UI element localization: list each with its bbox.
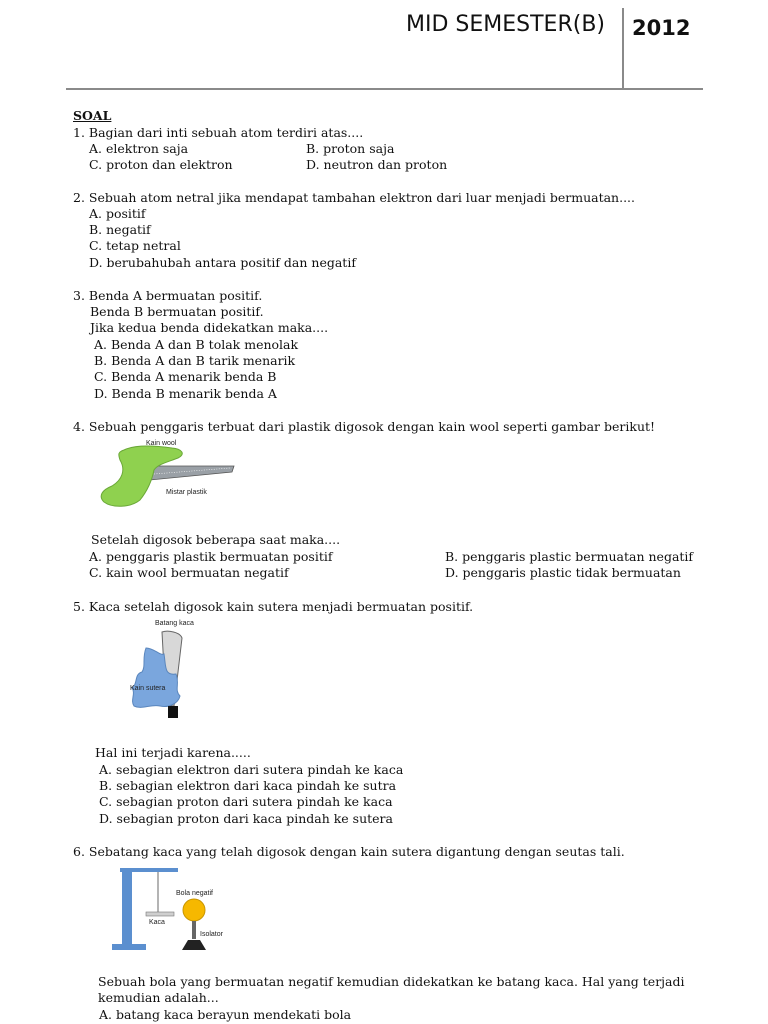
q3-stem-line3: Jika kedua benda didekatkan maka.... (90, 320, 329, 335)
q4-option-a: A. penggaris plastik bermuatan positif (89, 549, 333, 564)
q4-option-c: C. kain wool bermuatan negatif (89, 565, 289, 580)
stand-base (112, 944, 146, 950)
q6-prompt-line2: kemudian adalah... (98, 990, 219, 1005)
q1-option-b: B. proton saja (306, 141, 395, 156)
q5-option-d: D. sebagian proton dari kaca pindah ke sutera (99, 811, 393, 826)
rod-handle (168, 706, 178, 718)
document-year: 2012 (632, 16, 691, 40)
q1-option-c: C. proton dan elektron (89, 157, 233, 172)
stand-pole (122, 868, 132, 946)
document-title: MID SEMESTER(B) (406, 12, 605, 37)
q6-option-a: A. batang kaca berayun mendekati bola (99, 1007, 352, 1022)
q4-prompt: Setelah digosok beberapa saat maka.... (91, 532, 341, 547)
q2-stem: 2. Sebuah atom netral jika mendapat tambahan elektron dari luar menjadi bermuatan.... (73, 190, 635, 205)
q3-option-c: C. Benda A menarik benda B (94, 369, 277, 384)
q3-option-d: D. Benda B menarik benda A (94, 386, 277, 401)
fig-label-isolator: Isolator (200, 931, 223, 938)
q3-option-b: B. Benda A dan B tarik menarik (94, 353, 296, 368)
q4-figure-wool-ruler (96, 436, 238, 512)
q5-option-b: B. sebagian elektron dari kaca pindah ke sutra (99, 778, 397, 793)
hanging-glass-rod (146, 912, 174, 916)
fig-label-kain-sutera: Kain sutera (130, 685, 166, 692)
soal-heading: SOAL (73, 108, 112, 123)
q4-option-b: B. penggaris plastic bermuatan negatif (445, 549, 694, 564)
q6-stem: 6. Sebatang kaca yang telah digosok dengan kain sutera digantung dengan seutas tali. (73, 844, 625, 859)
fig-label-batang-kaca: Batang kaca (155, 620, 194, 627)
q1-option-a: A. elektron saja (89, 141, 189, 156)
q2-option-a: A. positif (89, 206, 146, 221)
q5-prompt: Hal ini terjadi karena..... (95, 745, 251, 760)
isolator-base (182, 940, 206, 950)
ruler-shape (148, 466, 234, 480)
q3-stem-line1: 3. Benda A bermuatan positif. (73, 288, 263, 303)
q6-figure-pendulum (110, 864, 258, 956)
fig-label-mistar-plastik: Mistar plastik (166, 489, 207, 496)
q2-option-d: D. berubahubah antara positif dan negatif (89, 255, 356, 270)
isolator-stem (192, 921, 196, 939)
q6-prompt-line1: Sebuah bola yang bermuatan negatif kemudian didekatkan ke batang kaca. Hal yang terjadi (98, 974, 685, 989)
q5-option-c: C. sebagian proton dari sutera pindah ke kaca (99, 794, 393, 809)
q5-option-a: A. sebagian elektron dari sutera pindah ke kaca (99, 762, 404, 777)
header-divider-horizontal (66, 88, 703, 90)
q5-stem: 5. Kaca setelah digosok kain sutera menjadi bermuatan positif. (73, 599, 474, 614)
q1-stem: 1. Bagian dari inti sebuah atom terdiri atas.... (73, 125, 364, 140)
q4-option-d: D. penggaris plastic tidak bermuatan (445, 565, 681, 580)
q5-figure-glass-silk (124, 614, 202, 724)
q4-stem: 4. Sebuah penggaris terbuat dari plastik digosok dengan kain wool seperti gambar berikut! (73, 419, 656, 434)
q2-option-b: B. negatif (89, 222, 151, 237)
q1-option-d: D. neutron dan proton (306, 157, 448, 172)
negative-ball (183, 899, 205, 921)
fig-label-kain-wool: Kain wool (146, 440, 177, 447)
q3-option-a: A. Benda A dan B tolak menolak (94, 337, 299, 352)
q2-option-c: C. tetap netral (89, 238, 181, 253)
fig-label-kaca: Kaca (149, 919, 165, 926)
fig-label-bola-negatif: Bola negatif (176, 890, 213, 897)
header-divider-vertical (622, 8, 624, 88)
q3-stem-line2: Benda B bermuatan positif. (90, 304, 264, 319)
